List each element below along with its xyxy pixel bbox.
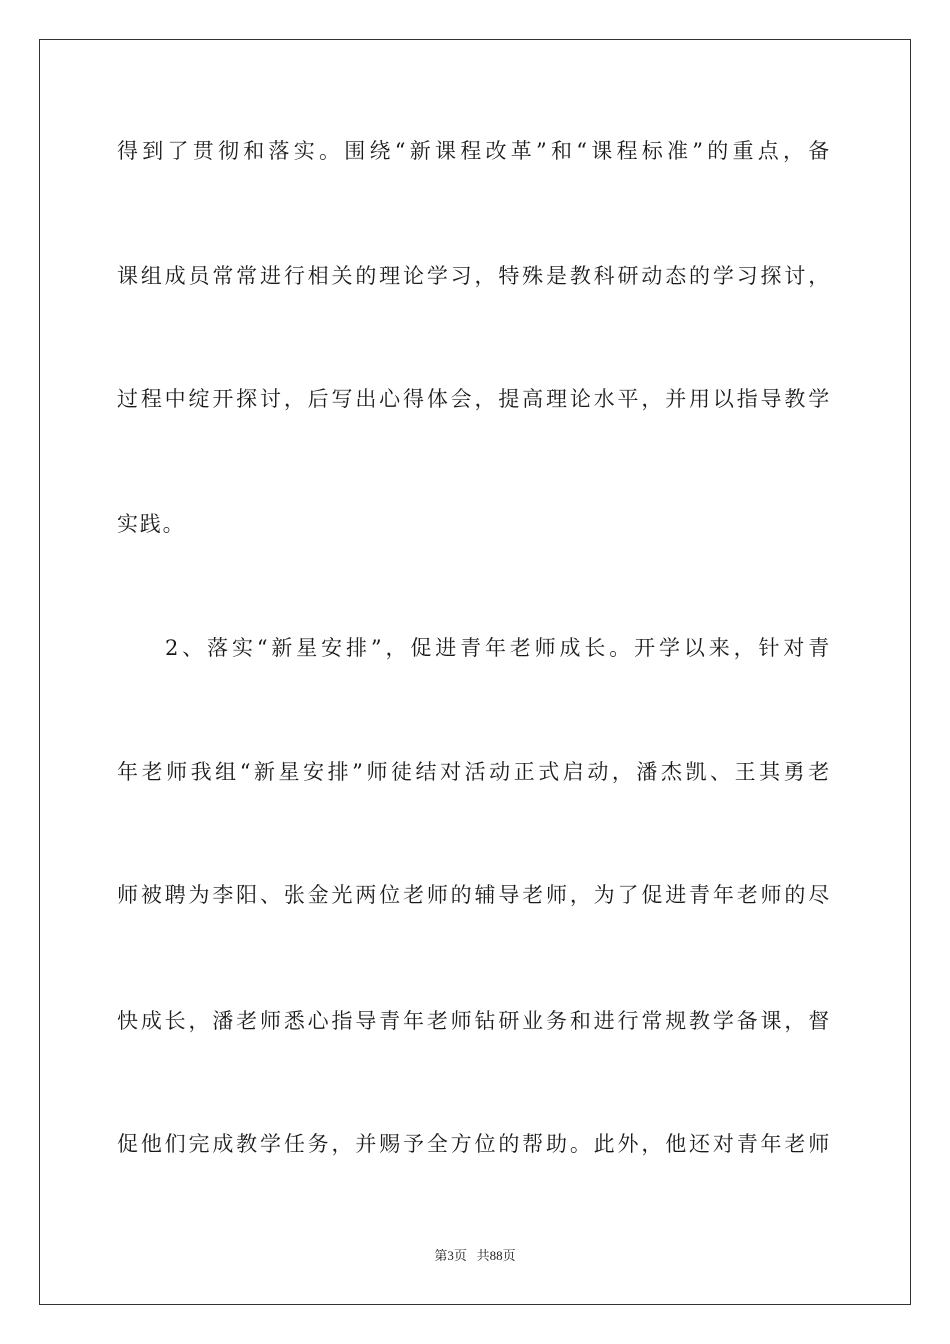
page-border [39, 39, 911, 1305]
text-line: 快成长，潘老师悉心指导青年老师钻研业务和进行常规教学备课，督 [117, 1009, 831, 1033]
text-line: 得到了贯彻和落实。围绕“新课程改革”和“课程标准”的重点，备 [117, 139, 831, 163]
page-total: 共88页 [476, 1248, 516, 1263]
text-line: 课组成员常常进行相关的理论学习，特殊是教科研动态的学习探讨， [117, 264, 831, 288]
text-line: 师被聘为李阳、张金光两位老师的辅导老师，为了促进青年老师的尽 [117, 883, 831, 907]
text-line: 年老师我组“新星安排”师徒结对活动正式启动，潘杰凯、王其勇老 [117, 760, 831, 784]
text-line: 促他们完成教学任务，并赐予全方位的帮助。此外，他还对青年老师 [117, 1132, 831, 1156]
text-line: 过程中绽开探讨，后写出心得体会，提高理论水平，并用以指导教学 [117, 387, 831, 411]
page-footer [0, 1247, 950, 1265]
text-line: 2、落实“新星安排”，促进青年老师成长。开学以来，针对青 [165, 636, 831, 660]
page-number: 第3页 [434, 1248, 467, 1263]
text-line: 实践。 [117, 512, 186, 536]
